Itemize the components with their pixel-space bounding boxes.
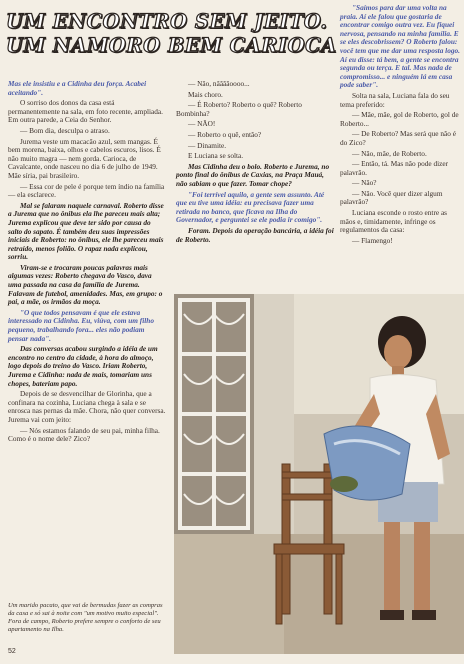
- paragraph: "Foi terrível aquilo, a gente sem assunto. Até que eu tive uma idéia: eu precisava fazer uma retirada no banco, que ficava na Ilha do Governador, e perguntei se ele podia ir comigo".: [176, 189, 325, 225]
- photo-illustration: [174, 294, 464, 654]
- paragraph: — Não, mãe, de Roberto.: [352, 148, 427, 158]
- paragraph: "Saímos para dar uma volta na praia. Aí ele falou que gostaria de encontrar comigo outra vez. Eu fiquei nervosa, pensando na minha família. E se eles descobrissem? O Roberto falou: você tem que me dar uma resposta logo. Aí eu disse: tá bem, a gente se encontra segunda ou terça. E tal. Mas nada de compromisso... e ninguém lá em casa pode saber".: [340, 3, 460, 90]
- paragraph: — Não?: [352, 178, 377, 188]
- paragraph: Foram. Depois da operação bancária, a idéia foi de Roberto.: [176, 225, 334, 244]
- paragraph: — Roberto o quê, então?: [188, 129, 262, 139]
- paragraph: Mas Cidinha deu o bolo. Roberto e Jurema, no ponto final do ônibus de Caxias, na Praça Mauá, não sabiam o que fazer. Tomar chope?: [176, 161, 330, 188]
- text-column-2: [176, 80, 334, 246]
- paragraph: Luciana esconde o rosto entre as mãos e, timidamente, infringe os regulamentos da casa:: [340, 208, 448, 235]
- paragraph: — Mãe, mãe, gol de Roberto, gol de Roberto...: [340, 110, 459, 128]
- text-column-3: [340, 4, 464, 247]
- paragraph: Mais choro.: [188, 89, 223, 99]
- paragraph: O sorriso dos donos da casa está permanentemente na sala, em foto recente, ampliada. Em outra parede, a Ceia do Senhor.: [8, 98, 163, 125]
- paragraph: — Essa cor de pele é porque tem índio na família — ela esclarece.: [8, 181, 165, 200]
- paragraph: — É Roberto? Roberto o quê? Roberto Bombinha?: [176, 100, 302, 118]
- paragraph: "O que todos pensavam é que ele estava interessado na Cidinha. Eu, viúva, com um filho pequeno, trabalhando fora... eles não podiam pensar nada".: [8, 307, 154, 343]
- photo-caption: Um marido pacato, que vai de bermudas fazer as compras da casa e só sai à noite com "um motivo muito especial". Fora de campo, Roberto prefere sempre o conforto de seu apartamento na Ilha.: [8, 602, 163, 633]
- paragraph: — De Roberto? Mas será que não é do Zico?: [340, 129, 456, 147]
- headline-line-2: UM NAMORO BEM CARIOCA: [6, 34, 337, 57]
- text-column-1: [8, 80, 166, 446]
- paragraph: — Não. Você quer dizer algum palavrão?: [340, 188, 443, 207]
- headline-line-1: UM ENCONTRO SEM JEITO.: [6, 10, 328, 33]
- paragraph: — Dinamite.: [188, 140, 227, 150]
- paragraph: Mal se falaram naquele carnaval. Roberto disse a Jurema que no ônibus ela lhe pareceu mais alta; Jurema explicou que deve ter sido por causa do salto do sapato. É também deu suas impressões iniciais de Roberto: no ônibus, ele lhe pareceu mais retraído, menos folião. O rapaz nada explicou, sorriu.: [8, 200, 164, 262]
- paragraph: Jurema veste um macacão azul, sem mangas. É bem morena, baixa, olhos e cabelos escuros, lisos. É não muito magra — nem gorda. Carioca, de Cavalcante, onde nasceu no dia 6 de julho de 1949. Mãe síria, pai brasileiro.: [8, 136, 161, 180]
- paragraph: Depois de se desvencilhar de Glorinha, que a confinara na cozinha, Luciana chega à sala e se enrosca nas pernas da mãe. Chora, não quer conversa. Jurema vai com jeito:: [8, 389, 166, 424]
- paragraph: — Não, nããããoooo...: [188, 79, 250, 88]
- paragraph: Solta na sala, Luciana fala do seu tema preferido:: [340, 90, 450, 109]
- page-number: 52: [8, 648, 16, 655]
- article-photo: [174, 294, 464, 654]
- paragraph: — Nós estamos falando de seu pai, minha filha. Como é o nome dele? Zico?: [8, 425, 160, 444]
- paragraph: — Então, tá. Mas não pode dizer palavrão.: [340, 159, 449, 177]
- paragraph: — Flamengo!: [352, 235, 393, 245]
- paragraph: Mas ele insistiu e a Cidinha deu força. Acabei aceitando".: [8, 79, 147, 97]
- paragraph: — NÃO!: [188, 119, 216, 129]
- article-headline: [6, 10, 336, 58]
- paragraph: E Luciana se solta.: [188, 151, 244, 161]
- paragraph: Viram-se e trocaram poucas palavras mais algumas vezes: Roberto chegava do Vasco, dava uma passada na casa da família de Jurema. Falavam de futebol, amenidades. Mas, em grupo: o pai, a mãe, os irmãos da moça.: [8, 262, 163, 307]
- paragraph: — Bom dia, desculpa o atraso.: [20, 125, 110, 135]
- paragraph: Das conversas acabou surgindo a idéia de um encontro no centro da cidade, à hora do almoço, logo depois do treino do Vasco. Iriam Roberto, Jurema e Cidinha: nada de mais, tomariam uns chopes, bateriam papo.: [8, 344, 158, 388]
